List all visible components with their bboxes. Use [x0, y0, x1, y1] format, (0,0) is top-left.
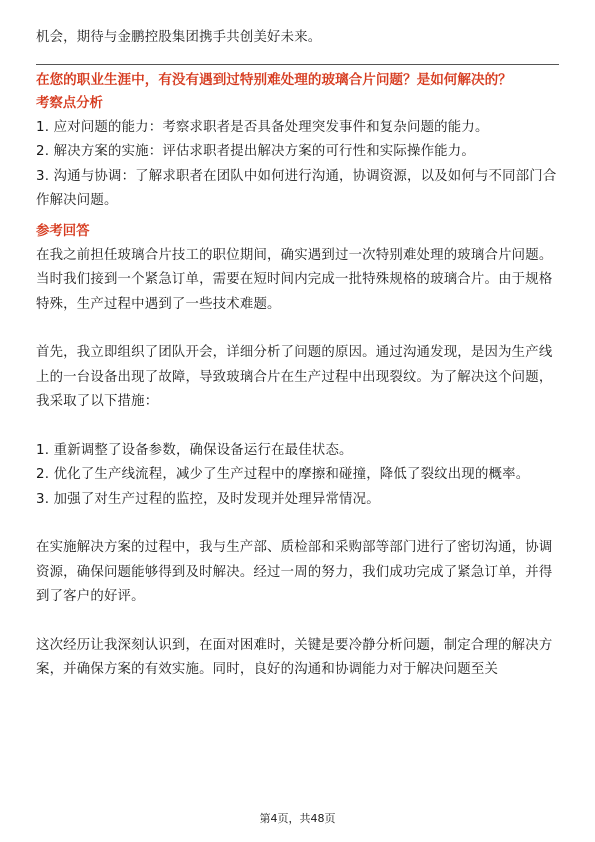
- spacer: [36, 415, 559, 439]
- analysis-item: 2. 解决方案的实施：评估求职者提出解决方案的可行性和实际操作能力。: [36, 144, 475, 159]
- question-heading: 在您的职业生涯中，有没有遇到过特别难处理的玻璃合片问题？是如何解决的？: [36, 71, 512, 88]
- spacer: [36, 317, 559, 341]
- spacer: [36, 610, 559, 634]
- answer-paragraph-4: 这次经历让我深刻认识到，在面对困难时，关键是要冷静分析问题，制定合理的解决方案，并确保方案的有效实施。同时，良好的沟通和协调能力对于解决问题至关: [36, 637, 553, 677]
- analysis-item: 1. 应对问题的能力：考察求职者是否具备处理突发事件和复杂问题的能力。: [36, 119, 489, 135]
- analysis-heading: 考察点分析: [36, 95, 103, 111]
- spacer: [36, 512, 559, 536]
- page-number: 第4页，共48页: [259, 812, 336, 825]
- measure-item: 2. 优化了生产线流程，减少了生产过程中的摩擦和碰撞，降低了裂纹出现的概率。: [36, 467, 530, 482]
- intro-tail-text: 机会，期待与金鹏控股集团携手共创美好未来。: [36, 30, 322, 45]
- section-divider: [36, 64, 559, 65]
- answer-paragraph-1: 在我之前担任玻璃合片技工的职位期间，确实遇到过一次特别难处理的玻璃合片问题。当时我们接到一个紧急订单，需要在短时间内完成一批特殊规格的玻璃合片。由于规格特殊，生产过程中遇到了一些技术难题。: [36, 247, 553, 312]
- measure-item: 1. 重新调整了设备参数，确保设备运行在最佳状态。: [36, 442, 353, 458]
- answer-paragraph-3: 在实施解决方案的过程中，我与生产部、质检部和采购部等部门进行了密切沟通，协调资源，确保问题能够得到及时解决。经过一周的努力，我们成功完成了紧急订单，并得到了客户的好评。: [36, 540, 553, 604]
- document-page: [36, 26, 559, 683]
- analysis-list: [36, 116, 559, 214]
- measures-list: [36, 439, 559, 513]
- answer-paragraph-2: 首先，我立即组织了团队开会，详细分析了问题的原因。通过沟通发现，是因为生产线上的一台设备出现了故障，导致玻璃合片在生产过程中出现裂纹。为了解决这个问题，我采取了以下措施：: [36, 345, 553, 409]
- analysis-item: 3. 沟通与协调：了解求职者在团队中如何进行沟通，协调资源，以及如何与不同部门合作解决问题。: [36, 168, 557, 208]
- answer-heading: 参考回答: [36, 223, 90, 239]
- measure-item: 3. 加强了对生产过程的监控，及时发现并处理异常情况。: [36, 491, 380, 507]
